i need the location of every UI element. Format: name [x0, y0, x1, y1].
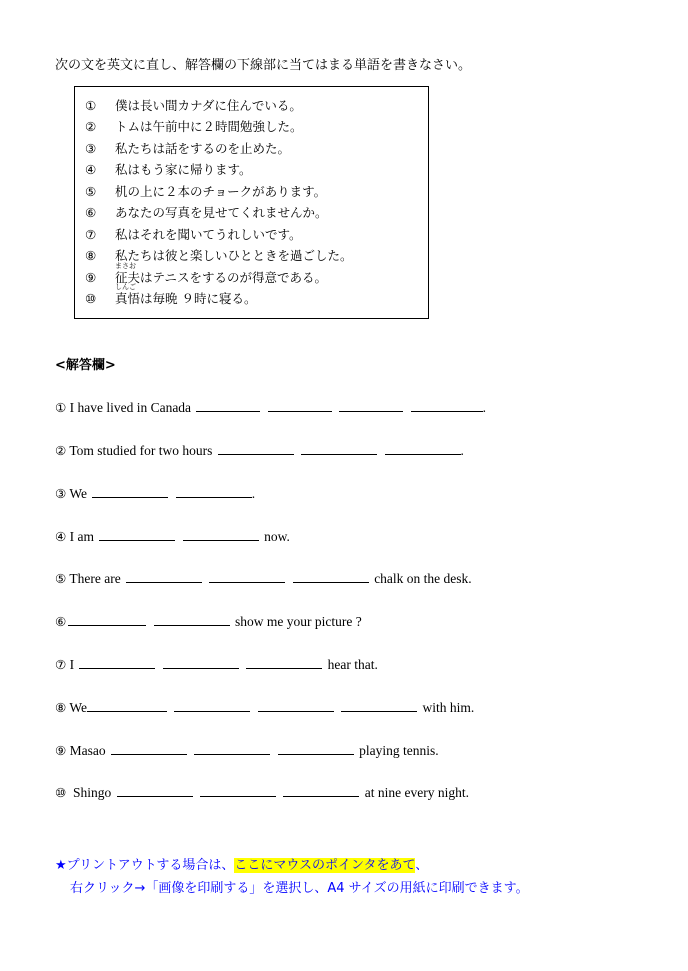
question-text: 私はもう家に帰ります。	[115, 162, 252, 177]
question-number: ②	[85, 119, 97, 134]
ruby-base: 真悟	[115, 291, 141, 306]
answer-number: ⑦	[55, 657, 67, 672]
answer-blank[interactable]	[268, 397, 332, 412]
question-text: あなたの写真を見せてくれませんか。	[115, 205, 328, 220]
question-number: ④	[85, 162, 97, 177]
answer-prefix: We	[66, 700, 88, 715]
answer-blank[interactable]	[176, 483, 252, 498]
answer-line	[55, 526, 290, 546]
print-instruction-prefix: プリントアウトする場合は、	[66, 858, 235, 873]
question-item	[85, 141, 290, 157]
answer-line	[55, 397, 486, 417]
answer-line	[55, 654, 378, 674]
answer-blank[interactable]	[218, 440, 294, 455]
answer-blank[interactable]	[92, 483, 168, 498]
answer-blank[interactable]	[163, 654, 239, 669]
ruby-base: 征夫	[115, 270, 141, 285]
answer-blank[interactable]	[293, 568, 369, 583]
answer-number: ⑨	[55, 743, 67, 758]
question-number: ⑩	[85, 291, 97, 306]
answer-prefix: We	[66, 486, 88, 501]
answer-blank[interactable]	[87, 697, 167, 712]
answer-blank[interactable]	[200, 782, 276, 797]
answer-blank[interactable]	[68, 611, 146, 626]
answer-blank[interactable]	[411, 397, 483, 412]
question-number: ⑦	[85, 227, 97, 242]
answer-prefix: There are	[66, 571, 121, 586]
answer-line	[55, 782, 469, 802]
answer-suffix: playing tennis.	[359, 743, 439, 758]
answer-blank[interactable]	[258, 697, 334, 712]
answer-suffix: with him.	[422, 700, 475, 715]
answer-blank[interactable]	[283, 782, 359, 797]
answer-blank[interactable]	[196, 397, 260, 412]
answer-number: ⑧	[55, 700, 67, 715]
answer-suffix: hear that.	[327, 657, 378, 672]
answer-prefix: Shingo	[66, 785, 112, 800]
answer-prefix: Tom studied for two hours	[66, 443, 213, 458]
question-text: 私はそれを聞いてうれしいです。	[115, 227, 302, 242]
answer-line	[55, 440, 464, 460]
question-number: ⑧	[85, 248, 97, 263]
question-item	[85, 184, 326, 200]
print-instruction-line-1	[55, 854, 428, 873]
answer-blank[interactable]	[183, 526, 259, 541]
answer-blank[interactable]	[126, 568, 202, 583]
answer-prefix: Masao	[66, 743, 106, 758]
question-text: トムは午前中に２時間勉強した。	[115, 119, 303, 134]
print-instruction-suffix: 、	[415, 858, 429, 873]
answer-suffix: .	[251, 486, 256, 501]
answer-number: ⑥	[55, 614, 67, 629]
question-item	[85, 119, 303, 135]
question-number: ③	[85, 141, 97, 156]
answer-blank[interactable]	[111, 740, 187, 755]
question-number: ⑨	[85, 270, 97, 285]
question-text: は毎晩 ９時に寝る。	[140, 291, 257, 306]
question-number: ⑤	[85, 184, 97, 199]
answer-suffix: .	[482, 400, 486, 415]
answer-blank[interactable]	[174, 697, 250, 712]
question-text: 机の上に２本のチョークがあります。	[115, 184, 327, 199]
question-box	[74, 86, 429, 319]
answer-blank[interactable]	[99, 526, 175, 541]
answer-suffix: .	[460, 443, 464, 458]
answer-blank[interactable]	[209, 568, 285, 583]
name-with-ruby	[115, 283, 141, 307]
print-instruction-line-2: 右クリック→「画像を印刷する」を選択し、A4 サイズの用紙に印刷できます。	[70, 881, 529, 896]
answer-number: ④	[55, 529, 67, 544]
question-item	[85, 205, 328, 221]
answer-suffix: at nine every night.	[364, 785, 469, 800]
answer-prefix: I	[66, 657, 75, 672]
answer-line	[55, 697, 474, 717]
answer-blank[interactable]	[246, 654, 322, 669]
answer-number: ①	[55, 400, 67, 415]
question-item	[85, 227, 302, 243]
question-item	[85, 162, 252, 178]
answer-blank[interactable]	[339, 397, 403, 412]
answer-blank[interactable]	[117, 782, 193, 797]
question-item	[85, 283, 257, 307]
answer-prefix: I have lived in Canada	[66, 400, 192, 415]
answer-line	[55, 611, 362, 631]
answer-blank[interactable]	[301, 440, 377, 455]
instruction-text: 次の文を英文に直し、解答欄の下線部に当てはまる単語を書きなさい。	[55, 58, 472, 73]
answer-number: ③	[55, 486, 67, 501]
answer-blank[interactable]	[278, 740, 354, 755]
question-text: 私たちは話をするのを止めた。	[115, 141, 291, 156]
question-number: ⑥	[85, 205, 97, 220]
question-number: ①	[85, 98, 97, 113]
answer-suffix: now.	[264, 529, 290, 544]
answer-prefix: I am	[66, 529, 94, 544]
question-item	[85, 98, 302, 114]
answer-number: ②	[55, 443, 67, 458]
answer-blank[interactable]	[385, 440, 461, 455]
question-text: 僕は長い間カナダに住んでいる。	[115, 98, 302, 113]
answer-blank[interactable]	[194, 740, 270, 755]
ruby-reading: しんご	[115, 283, 136, 291]
answer-heading: <解答欄>	[55, 358, 116, 373]
answer-suffix: show me your picture ?	[234, 614, 362, 629]
answer-number: ⑩	[55, 785, 67, 800]
question-text: 私たちは彼と楽しいひとときを過ごした。	[115, 248, 353, 263]
answer-line	[55, 568, 472, 588]
answer-blank[interactable]	[79, 654, 155, 669]
star-icon: ★	[55, 858, 67, 873]
answer-blank[interactable]	[154, 611, 230, 626]
answer-suffix: chalk on the desk.	[374, 571, 472, 586]
ruby-reading: まさお	[115, 262, 136, 270]
answer-line	[55, 740, 439, 760]
answer-number: ⑤	[55, 571, 67, 586]
answer-line	[55, 483, 255, 503]
mouse-pointer-hint[interactable]: ここにマウスのポインタをあて	[234, 858, 416, 873]
answer-blank[interactable]	[341, 697, 417, 712]
question-text: はテニスをするのが得意である。	[140, 270, 328, 285]
